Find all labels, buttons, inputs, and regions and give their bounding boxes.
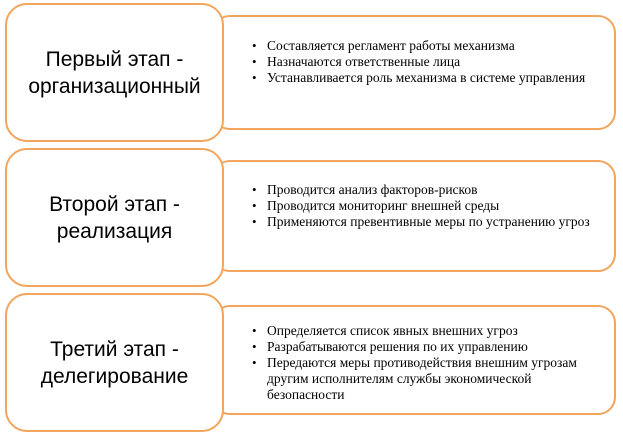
stage-1-details (212, 15, 616, 130)
stage-3-list (252, 323, 602, 403)
list-item: • Проводится анализ факторов-рисков (252, 182, 602, 198)
stage-3-title: Третий этап - делегирование (40, 337, 189, 388)
stage-3-details (212, 305, 616, 415)
list-item: • Разрабатываются решения по их управлению (252, 339, 602, 355)
stage-1-list (252, 38, 602, 86)
list-item: • Проводится мониторинг внешней среды (252, 198, 602, 214)
list-item: • Составляется регламент работы механизма (252, 38, 602, 54)
list-item: • Устанавливается роль механизма в системе управления (252, 70, 602, 86)
stage-1-title: Первый этап - организационный (28, 47, 201, 98)
stage-2-title: Второй этап - реализация (49, 192, 180, 243)
stage-2-list (252, 182, 602, 230)
list-item: • Применяются превентивные меры по устранению угроз (252, 214, 602, 230)
stage-1-box (5, 3, 224, 142)
list-item: • Передаются меры противодействия внешним угрозам другим исполнителям службы экономической безопасности (252, 355, 602, 403)
stage-2-box (5, 148, 224, 287)
stage-3-box (5, 293, 224, 432)
stage-2-details (212, 160, 616, 272)
list-item: • Назначаются ответственные лица (252, 54, 602, 70)
list-item: • Определяется список явных внешних угроз (252, 323, 602, 339)
